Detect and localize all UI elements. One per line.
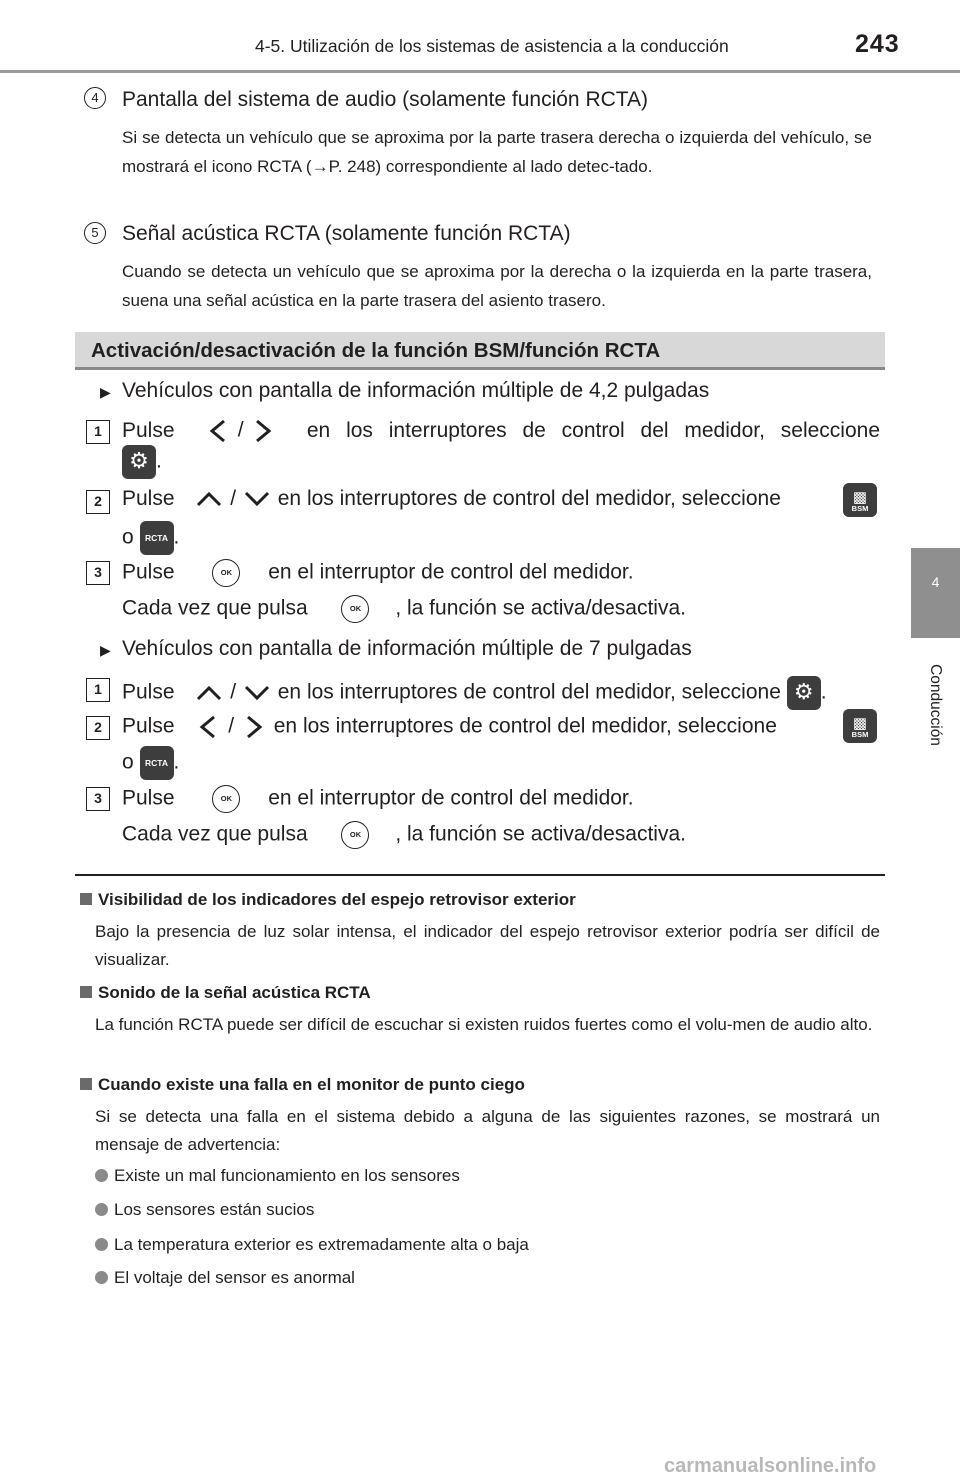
list-item-text: El voltaje del sensor es anormal	[114, 1268, 355, 1287]
settings-gear-icon: ⚙	[122, 445, 156, 479]
slash: /	[230, 487, 237, 510]
section-title: 4-5. Utilización de los sistemas de asistencia a la conducción	[255, 36, 729, 56]
chevron-down-icon	[242, 682, 272, 704]
left-right-arrows	[204, 417, 278, 445]
step-text: Pulse	[122, 680, 175, 704]
step-text: Pulse	[122, 714, 175, 738]
section-heading-text: Activación/desactivación de la función BSM/función RCTA	[91, 339, 661, 362]
note-heading-text: Visibilidad de los indicadores del espejo retrovisor exterior	[98, 890, 576, 909]
item-5-text: Cuando se detecta un vehículo que se aproxima por la derecha o la izquierda en la parte trasera, suena una señal acústica en la parte trasera del asiento trasero.	[122, 262, 872, 310]
slash: /	[228, 714, 235, 738]
ok-button-icon: OK	[341, 821, 369, 849]
step-2: 2	[86, 490, 110, 514]
or-text: o	[122, 525, 134, 549]
step-text: en los interruptores de control del medidor, seleccione	[273, 714, 777, 738]
subsection-1-title-text: Vehículos con pantalla de información múltiple de 4,2 pulgadas	[122, 379, 710, 402]
note-text: Si se detecta una falla en el sistema debido a alguna de las siguientes razones, se mostrará un mensaje de advertencia:	[95, 1107, 880, 1154]
section-divider	[75, 874, 885, 876]
circle-bullet-icon	[95, 1271, 108, 1284]
bsm-icon: ▩ BSM	[843, 709, 877, 743]
note-text: La función RCTA puede ser difícil de escuchar si existen ruidos fuertes como el volu-men de audio alto.	[95, 1015, 873, 1034]
or-text: o	[122, 750, 134, 774]
step-text: Cada vez que pulsa	[122, 822, 308, 846]
page-number: 243	[855, 30, 900, 58]
chapter-tab	[911, 548, 960, 638]
note-heading	[80, 1075, 525, 1095]
step-3-line	[122, 785, 634, 813]
item-5-title: Señal acústica RCTA (solamente función RCTA)	[122, 222, 571, 245]
chevron-left-icon	[204, 417, 232, 445]
bsm-icon: ▩ BSM	[843, 483, 877, 517]
item-number-5: 5	[84, 222, 106, 244]
list-item	[95, 1200, 314, 1220]
chevron-left-icon	[194, 713, 222, 741]
step-2-line-2	[122, 746, 179, 780]
step-3-line	[122, 559, 634, 587]
rcta-icon: RCTA	[140, 746, 174, 780]
list-item	[95, 1166, 460, 1186]
chapter-label	[913, 650, 957, 760]
step-text: en los interruptores de control del medidor, seleccione	[306, 419, 880, 442]
chapter-label-text: Conducción	[927, 664, 944, 746]
note-heading-text: Sonido de la señal acústica RCTA	[98, 983, 371, 1002]
triangle-icon: ▶	[100, 384, 111, 400]
step-3: 3	[86, 561, 110, 585]
period: .	[156, 449, 162, 473]
note-heading-text: Cuando existe una falla en el monitor de punto ciego	[98, 1075, 525, 1094]
ok-button-icon: OK	[212, 559, 240, 587]
step-1: 1	[86, 678, 110, 702]
chevron-up-icon	[194, 682, 224, 704]
subsection-2-title-text: Vehículos con pantalla de información múltiple de 7 pulgadas	[122, 637, 692, 660]
subsection-1-title	[100, 379, 709, 403]
square-bullet-icon	[80, 1078, 92, 1090]
step-2-line	[122, 487, 781, 511]
chevron-down-icon	[242, 488, 272, 510]
step-3: 3	[86, 787, 110, 811]
note-heading	[80, 890, 576, 910]
step-1-line	[122, 417, 880, 445]
subsection-2-title	[100, 637, 692, 661]
step-3-line-2	[122, 595, 686, 623]
step-text: en los interruptores de control del medidor, seleccione	[277, 487, 781, 510]
step-1-line-2	[122, 445, 162, 479]
item-4-title: Pantalla del sistema de audio (solamente función RCTA)	[122, 88, 649, 111]
period: .	[173, 525, 180, 549]
square-bullet-icon	[80, 893, 92, 905]
chevron-up-icon	[194, 488, 224, 510]
list-item	[95, 1268, 355, 1288]
period: .	[820, 680, 827, 704]
step-text: Cada vez que pulsa	[122, 596, 308, 620]
step-text: en el interruptor de control del medidor.	[268, 786, 634, 810]
list-item	[95, 1235, 529, 1255]
step-text: en los interruptores de control del medidor, seleccione	[277, 680, 781, 704]
circle-bullet-icon	[95, 1169, 108, 1182]
step-1-line	[122, 676, 827, 710]
step-text: Pulse	[122, 487, 175, 510]
ok-button-icon: OK	[341, 595, 369, 623]
list-item-text: Existe un mal funcionamiento en los sensores	[114, 1166, 460, 1185]
step-3-line-2	[122, 821, 686, 849]
step-text: , la función se activa/desactiva.	[395, 596, 686, 620]
settings-gear-icon: ⚙	[787, 676, 821, 710]
step-2-line-2	[122, 521, 179, 555]
section-heading	[75, 332, 885, 370]
ok-button-icon: OK	[212, 785, 240, 813]
chapter-number: 4	[931, 574, 940, 590]
rcta-icon: RCTA	[140, 521, 174, 555]
slash: /	[237, 418, 244, 442]
step-text: Pulse	[122, 419, 175, 442]
note-heading	[80, 983, 371, 1003]
period: .	[173, 750, 180, 774]
step-1: 1	[86, 420, 110, 444]
note-text: Bajo la presencia de luz solar intensa, el indicador del espejo retrovisor exterior podría ser difícil de visualizar.	[95, 922, 880, 969]
square-bullet-icon	[80, 986, 92, 998]
item-4-text: Si se detecta un vehículo que se aproxima por la parte trasera derecha o izquierda del vehículo, se mostrará el icono RCTA (→P. 248) correspondiente al lado detec-tado.	[122, 128, 872, 176]
header-rule	[0, 70, 960, 73]
triangle-icon: ▶	[100, 642, 111, 658]
chevron-right-icon	[249, 417, 277, 445]
step-2-line	[122, 713, 777, 741]
list-item-text: Los sensores están sucios	[114, 1200, 315, 1219]
chevron-right-icon	[240, 713, 268, 741]
list-item-text: La temperatura exterior es extremadamente alta o baja	[114, 1235, 529, 1254]
step-2: 2	[86, 716, 110, 740]
watermark: carmanualsonline.info	[664, 1455, 877, 1477]
circle-bullet-icon	[95, 1238, 108, 1251]
slash: /	[230, 680, 237, 704]
step-text: , la función se activa/desactiva.	[395, 822, 686, 846]
item-number-4: 4	[84, 87, 106, 109]
step-text: Pulse	[122, 560, 175, 584]
step-text: Pulse	[122, 786, 175, 810]
step-text: en el interruptor de control del medidor.	[268, 560, 634, 584]
circle-bullet-icon	[95, 1203, 108, 1216]
